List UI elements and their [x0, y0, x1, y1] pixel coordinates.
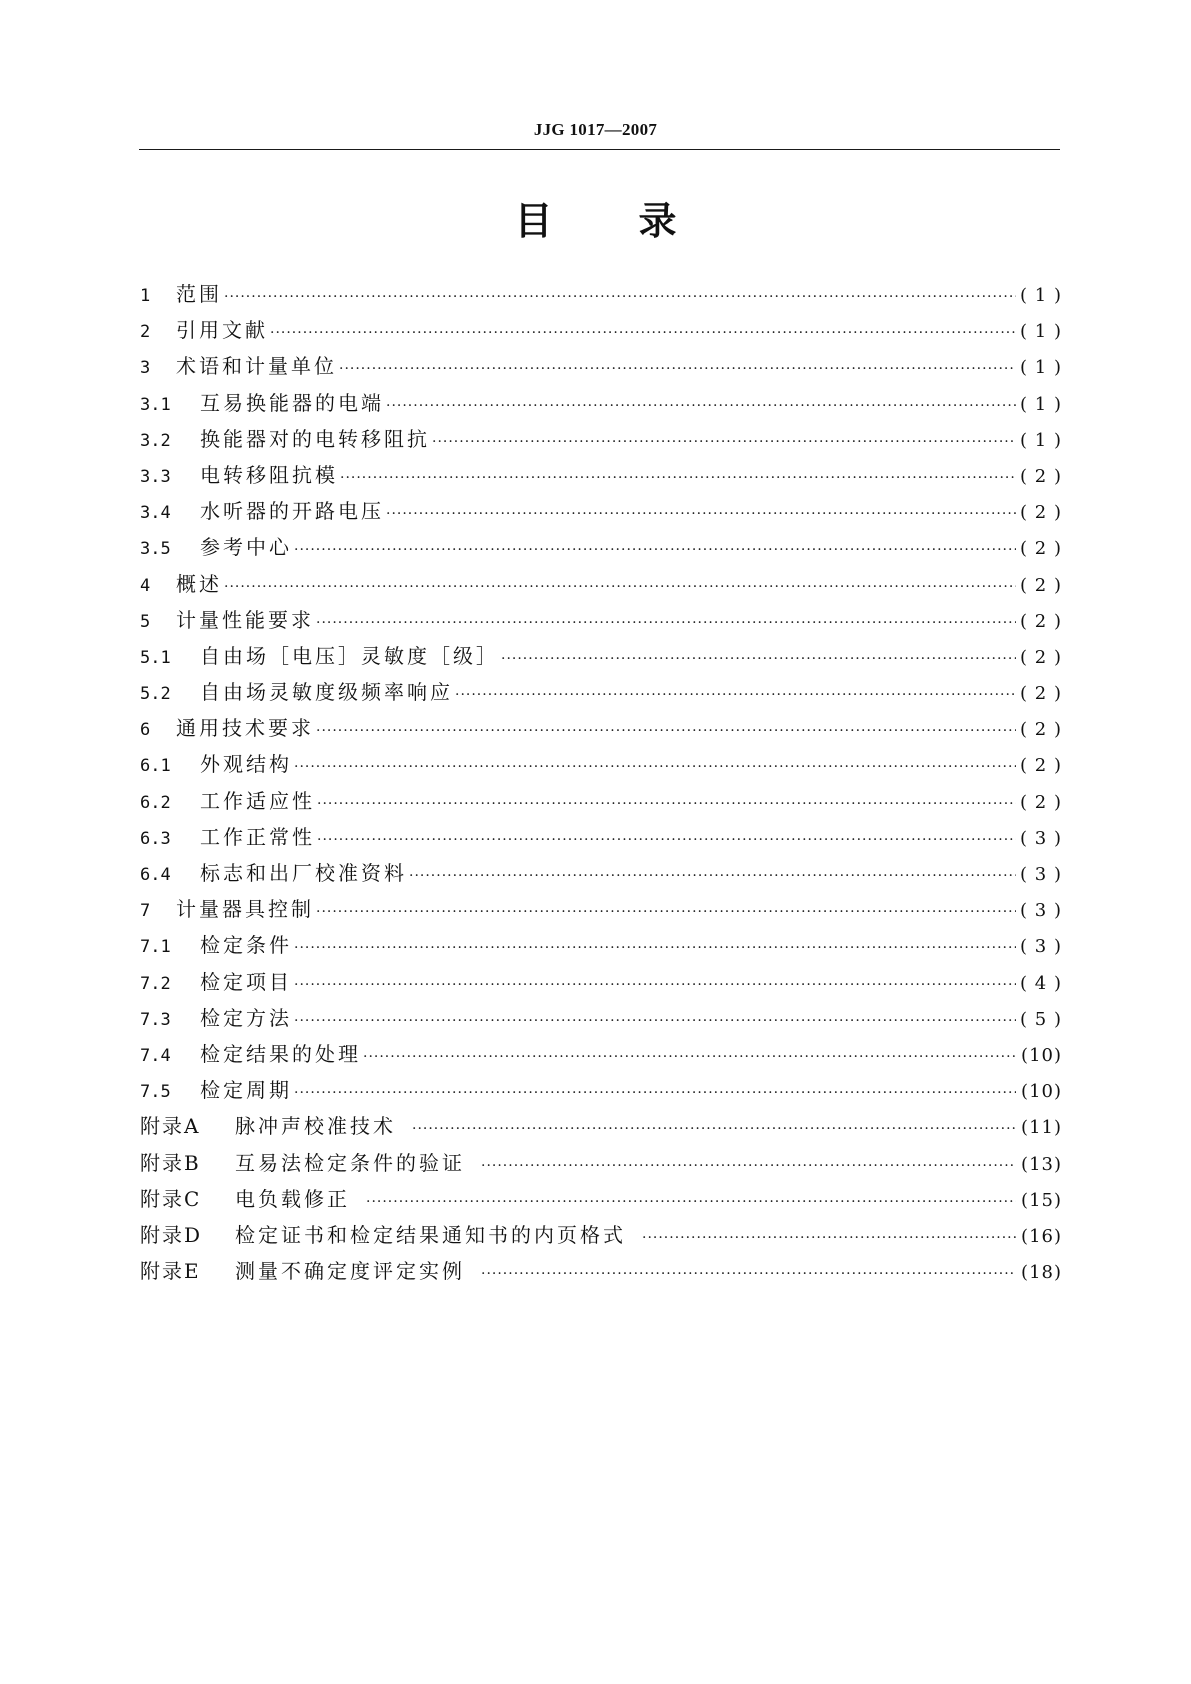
toc-entry-title: 检定条件 — [200, 933, 292, 958]
toc-entry-title: 自由场［电压］灵敏度［级］ — [200, 643, 499, 668]
toc-entry-number: 2 — [140, 322, 151, 343]
toc-entry[interactable] — [140, 746, 1062, 782]
toc-entry-page: ( 3 ) — [1020, 827, 1062, 849]
toc-dot-leader — [316, 713, 1016, 749]
toc-entry-number: 3.1 — [140, 394, 171, 415]
toc-entry-title: 工作正常性 — [200, 824, 315, 849]
toc-entry-title: 通用技术要求 — [176, 716, 314, 741]
toc-entry-page: (11) — [1021, 1117, 1062, 1139]
toc-entry[interactable] — [140, 529, 1062, 565]
toc-entry-page: ( 1 ) — [1020, 285, 1062, 306]
toc-entry[interactable] — [140, 385, 1062, 421]
toc-entry[interactable] — [140, 457, 1062, 493]
toc-entry-page: (18) — [1021, 1262, 1062, 1284]
toc-entry-page: ( 2 ) — [1020, 574, 1062, 596]
toc-entry-title: 互易换能器的电端 — [200, 390, 384, 415]
toc-entry-title: 工作适应性 — [200, 788, 315, 813]
toc-entry-title: 计量性能要求 — [176, 607, 314, 632]
toc-entry-number: 3.3 — [140, 466, 171, 487]
document-code: JJG 1017—2007 — [533, 120, 658, 139]
toc-dot-leader — [642, 1220, 1016, 1256]
page-title-char-2: 录 — [638, 199, 677, 243]
toc-entry-number: 3.2 — [140, 430, 171, 451]
toc-entry-title: 参考中心 — [200, 535, 292, 560]
toc-entry[interactable] — [140, 312, 1062, 348]
toc-entry-title: 脉冲声校准技术 — [235, 1114, 396, 1139]
toc-entry-number: 5.1 — [140, 647, 171, 668]
page-title — [0, 196, 1191, 246]
toc-entry[interactable] — [140, 783, 1062, 819]
toc-entry-number: 4 — [140, 575, 151, 596]
toc-entry-title: 概述 — [176, 571, 222, 596]
toc-entry[interactable] — [140, 1217, 1062, 1253]
toc-entry-page: ( 2 ) — [1020, 791, 1062, 813]
toc-dot-leader — [224, 569, 1016, 605]
toc-entry-page: ( 1 ) — [1020, 357, 1062, 379]
toc-entry-title: 自由场灵敏度级频率响应 — [200, 680, 453, 705]
toc-entry[interactable] — [140, 1181, 1062, 1217]
toc-entry[interactable] — [140, 276, 1062, 312]
toc-entry-title: 检定方法 — [200, 1005, 292, 1030]
toc-dot-leader — [317, 786, 1016, 822]
toc-dot-leader — [386, 388, 1016, 424]
toc-dot-leader — [340, 460, 1016, 496]
toc-dot-leader — [432, 424, 1016, 460]
toc-dot-leader — [294, 967, 1016, 1003]
toc-entry-title: 检定证书和检定结果通知书的内页格式 — [235, 1222, 626, 1247]
toc-entry-page: ( 5 ) — [1020, 1008, 1062, 1030]
toc-entry-number: 附录A — [140, 1114, 201, 1139]
toc-entry-page: ( 3 ) — [1020, 864, 1062, 885]
toc-dot-leader — [294, 1075, 1016, 1111]
toc-entry[interactable] — [140, 1036, 1062, 1072]
toc-entry[interactable] — [140, 674, 1062, 710]
toc-entry-title: 检定项目 — [200, 969, 292, 994]
toc-entry-page: (10) — [1021, 1081, 1062, 1103]
toc-entry-title: 测量不确定度评定实例 — [235, 1259, 465, 1284]
toc-entry[interactable] — [140, 566, 1062, 602]
toc-dot-leader — [481, 1148, 1016, 1184]
toc-dot-leader — [455, 677, 1016, 713]
toc-dot-leader — [386, 496, 1016, 532]
toc-entry-page: (13) — [1021, 1153, 1062, 1175]
toc-entry-number: 6.3 — [140, 828, 171, 849]
toc-entry-number: 5 — [140, 611, 151, 632]
toc-entry-number: 7.3 — [140, 1009, 171, 1030]
toc-dot-leader — [481, 1256, 1016, 1292]
toc-dot-leader — [409, 858, 1016, 894]
toc-entry-title: 引用文献 — [176, 318, 268, 343]
toc-entry-title: 计量器具控制 — [176, 897, 314, 922]
toc-dot-leader — [339, 351, 1016, 387]
table-of-contents — [140, 276, 1062, 1289]
toc-entry-page: ( 2 ) — [1020, 502, 1062, 524]
toc-entry-page: ( 1 ) — [1020, 429, 1062, 451]
toc-entry-number: 7 — [140, 901, 151, 922]
page-title-char-1: 目 — [514, 199, 553, 243]
toc-dot-leader — [224, 279, 1016, 315]
toc-entry[interactable] — [140, 1253, 1062, 1289]
toc-dot-leader — [294, 749, 1016, 785]
toc-entry-page: ( 1 ) — [1020, 321, 1062, 343]
toc-entry-number: 7.2 — [140, 973, 171, 994]
toc-entry-number: 附录B — [140, 1150, 201, 1175]
toc-entry-title: 电转移阻抗模 — [200, 462, 338, 487]
toc-entry-number: 3 — [140, 358, 151, 379]
toc-entry[interactable] — [140, 421, 1062, 457]
toc-entry-title: 换能器对的电转移阻抗 — [200, 426, 430, 451]
toc-dot-leader — [412, 1111, 1016, 1147]
toc-entry-page: ( 2 ) — [1020, 646, 1062, 668]
toc-entry-title: 检定结果的处理 — [200, 1041, 361, 1066]
toc-dot-leader — [294, 930, 1016, 966]
toc-entry-number: 附录D — [140, 1222, 203, 1247]
toc-entry-number: 附录C — [140, 1186, 202, 1211]
toc-entry-page: (10) — [1021, 1044, 1062, 1066]
toc-entry-page: ( 3 ) — [1020, 900, 1062, 922]
toc-entry-title: 外观结构 — [200, 752, 292, 777]
header-divider — [139, 149, 1060, 150]
toc-entry[interactable] — [140, 1072, 1062, 1108]
toc-entry[interactable] — [140, 1145, 1062, 1181]
toc-entry-title: 水听器的开路电压 — [200, 499, 384, 524]
toc-entry[interactable] — [140, 1108, 1062, 1144]
toc-entry-number: 7.1 — [140, 937, 171, 958]
toc-entry-number: 6.1 — [140, 756, 171, 777]
toc-entry-page: (15) — [1021, 1189, 1062, 1211]
toc-entry[interactable] — [140, 819, 1062, 855]
toc-entry-number: 7.5 — [140, 1082, 171, 1103]
toc-entry-number: 3.5 — [140, 539, 171, 560]
toc-entry[interactable] — [140, 710, 1062, 746]
toc-entry-page: ( 2 ) — [1020, 610, 1062, 632]
toc-entry[interactable] — [140, 602, 1062, 638]
toc-dot-leader — [294, 1003, 1016, 1039]
toc-dot-leader — [316, 605, 1016, 641]
toc-entry-page: ( 4 ) — [1020, 972, 1062, 994]
toc-entry-number: 6.4 — [140, 865, 171, 885]
toc-entry-page: ( 1 ) — [1020, 393, 1062, 415]
toc-entry-title: 范围 — [176, 282, 222, 306]
toc-entry-title: 互易法检定条件的验证 — [235, 1150, 465, 1175]
toc-entry-title: 电负载修正 — [235, 1186, 350, 1211]
toc-entry-page: ( 2 ) — [1020, 755, 1062, 777]
toc-entry[interactable] — [140, 964, 1062, 1000]
toc-entry-title: 标志和出厂校准资料 — [200, 861, 407, 885]
toc-entry-number: 3.4 — [140, 503, 171, 524]
toc-entry-title: 检定周期 — [200, 1078, 292, 1103]
toc-dot-leader — [317, 822, 1016, 858]
toc-entry-page: ( 2 ) — [1020, 465, 1062, 487]
toc-entry-page: (16) — [1021, 1225, 1062, 1247]
toc-entry[interactable] — [140, 891, 1062, 927]
toc-entry[interactable] — [140, 348, 1062, 384]
toc-entry-number: 1 — [140, 286, 151, 306]
toc-entry-page: ( 2 ) — [1020, 719, 1062, 741]
toc-entry-page: ( 3 ) — [1020, 936, 1062, 958]
toc-entry[interactable] — [140, 927, 1062, 963]
toc-dot-leader — [294, 532, 1016, 568]
toc-entry-page: ( 2 ) — [1020, 538, 1062, 560]
toc-entry-page: ( 2 ) — [1020, 683, 1062, 705]
toc-entry-number: 附录E — [140, 1259, 201, 1284]
toc-entry-number: 7.4 — [140, 1045, 171, 1066]
toc-entry-number: 6 — [140, 720, 151, 741]
toc-dot-leader — [366, 1184, 1016, 1220]
toc-entry-number: 6.2 — [140, 792, 171, 813]
toc-entry-title: 术语和计量单位 — [176, 354, 337, 379]
toc-dot-leader — [316, 894, 1016, 930]
toc-dot-leader — [363, 1039, 1016, 1075]
toc-entry[interactable] — [140, 855, 1062, 891]
toc-entry[interactable] — [140, 1000, 1062, 1036]
toc-dot-leader — [501, 641, 1016, 677]
toc-entry-number: 5.2 — [140, 684, 171, 705]
toc-dot-leader — [270, 315, 1016, 351]
toc-entry[interactable] — [140, 493, 1062, 529]
toc-entry[interactable] — [140, 638, 1062, 674]
